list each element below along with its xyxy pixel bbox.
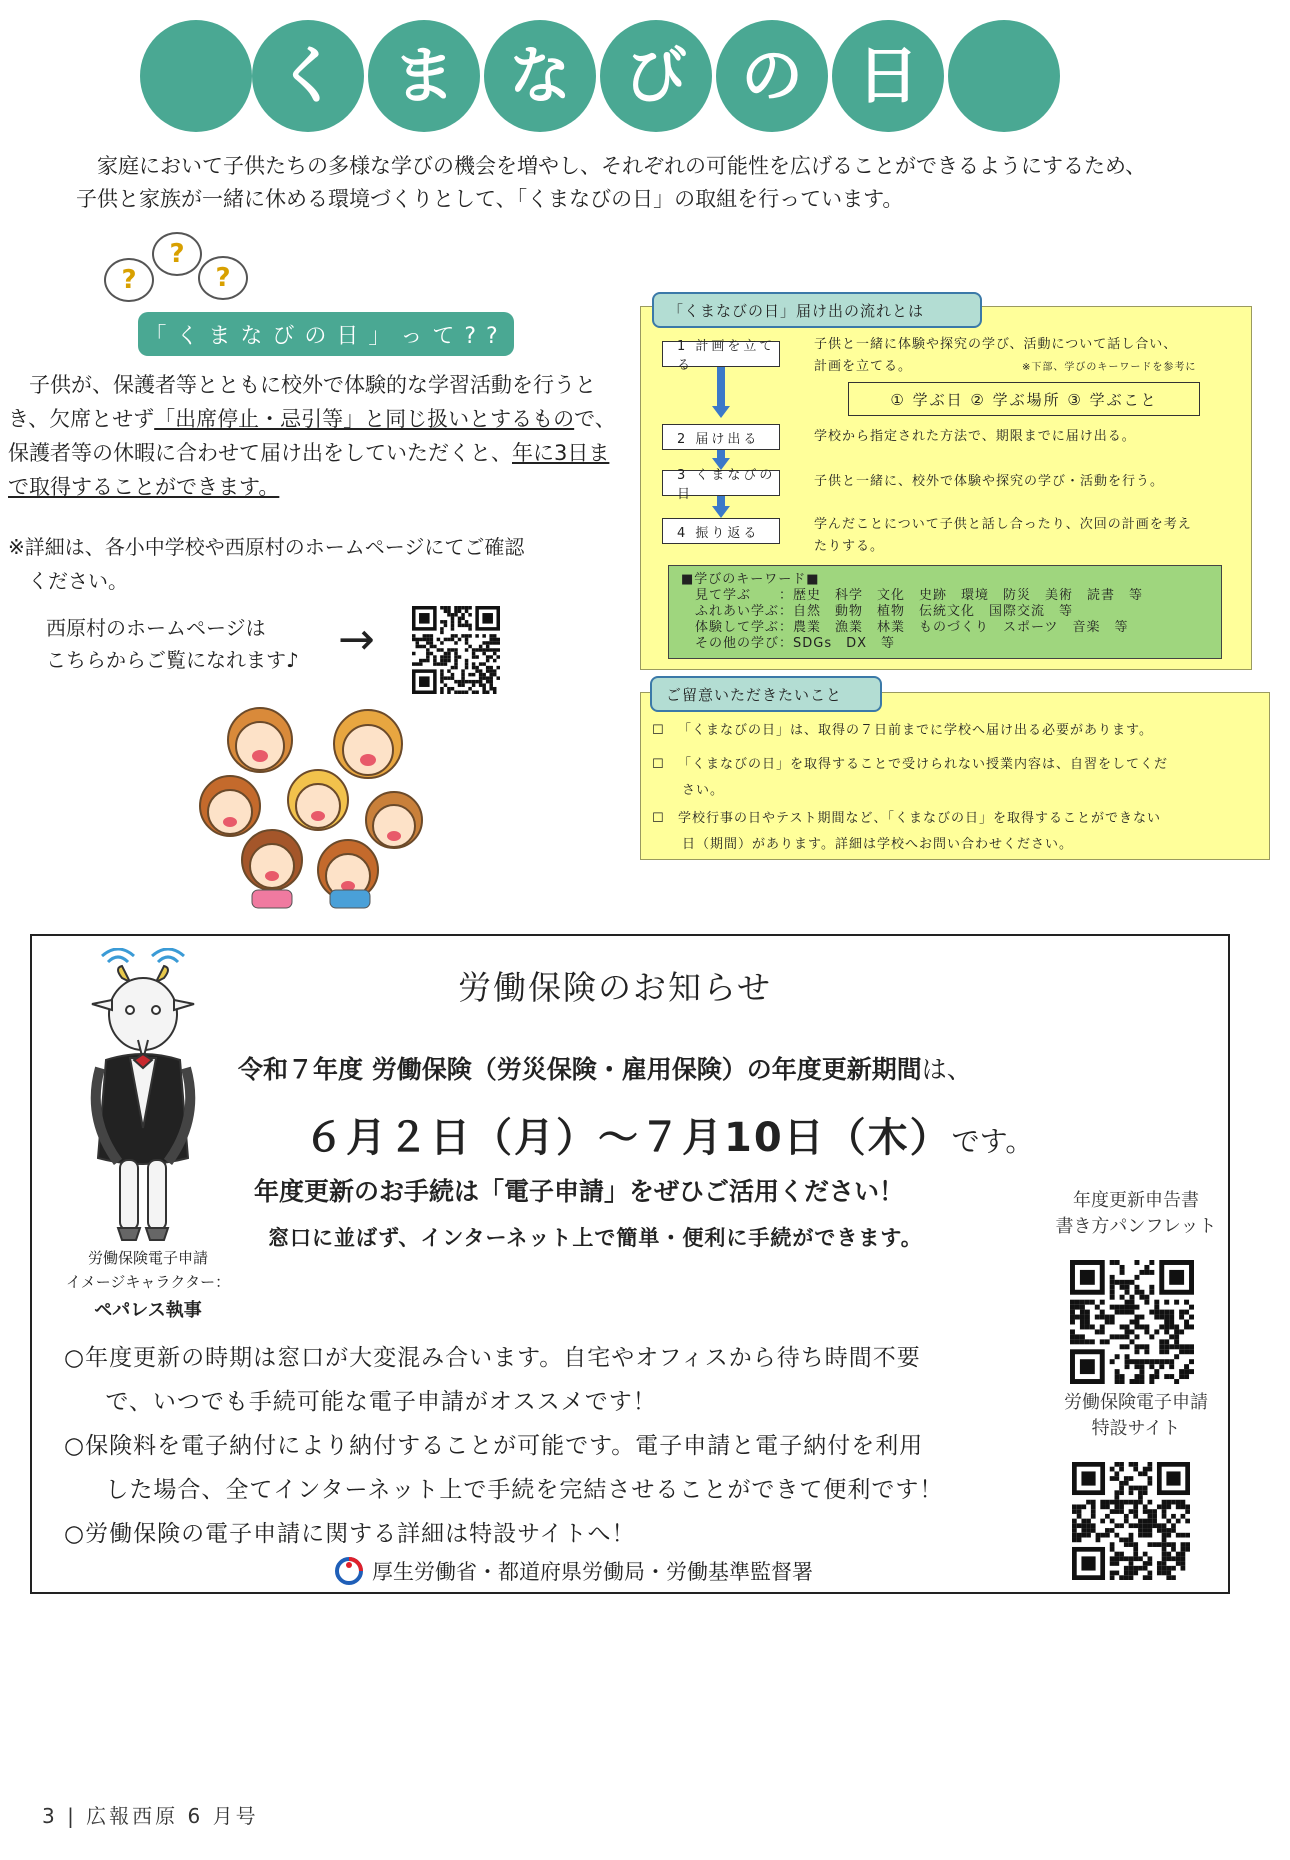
question-bubbles-icon: ? ? ? <box>100 228 250 308</box>
attention-item: ☐ 「くまなびの日」は、取得の７日前までに学校へ届け出る必要があります。 <box>652 718 1256 744</box>
ministry-logo-icon <box>334 1556 364 1586</box>
mascot-name: ペパレス執事 <box>94 1300 202 1321</box>
mascot-caption: 労働保険電子申請 イメージキャラクター： <box>65 1249 231 1291</box>
three-keys-box: ① 学ぶ日 ② 学ぶ場所 ③ 学ぶこと <box>848 382 1200 416</box>
flow-arrow-icon <box>717 367 725 407</box>
step-4-text: 学んだことについて子供と話し合ったり、次回の計画を考え たりする。 <box>814 517 1192 554</box>
org-line: 厚生労働省・都道府県労働局・労働基準監督署 <box>334 1556 813 1586</box>
title-circle <box>948 20 1060 132</box>
special-site-qr-code[interactable] <box>1072 1462 1190 1580</box>
title-char-5: の <box>716 20 828 132</box>
title-char-4: び <box>600 20 712 132</box>
title-char-3: な <box>484 20 596 132</box>
step-3-label: 3 くまなびの日 <box>662 470 780 496</box>
step-2-label: 2 届け出る <box>662 424 780 450</box>
labor-bullets: ○年度更新の時期は窓口が大変混み合います。自宅やオフィスから待ち時間不要 で、いつでも手続可能な電子申請がオススメです！ ○保険料を電子納付により納付することが可能です。電子申請と電子納付を利用 した場合、全てインターネット上で手続を完結させることができて便利です！ ○労働保険の電子申請に関する詳細は特設サイトへ！ <box>64 1345 944 1547</box>
checkbox-icon: ☐ <box>652 811 665 826</box>
arrow-right-icon: → <box>338 614 375 665</box>
attention-tab: ご留意いただきたいこと <box>650 676 882 712</box>
title-banner <box>140 10 1080 130</box>
title-char-1: く <box>252 20 364 132</box>
step-1-text: 子供と一緒に体験や探究の学び、活動について話し合い、 計画を立てる。 ※下部、学びのキーワードを参考に <box>814 337 1197 374</box>
intro-text: 家庭において子供たちの多様な学びの機会を増やし、それぞれの可能性を広げることができるようにするため、子供と家族が一緒に休める環境づくりとして、「くまなびの日」の取組を行っています。 <box>76 154 1147 211</box>
step-3-text: 子供と一緒に、校外で体験や探究の学び・活動を行う。 <box>814 474 1165 489</box>
children-illustration-icon <box>190 700 460 910</box>
details-note: ※詳細は、各小中学校や西原村のホームページにてご確認 ください。 <box>8 535 525 593</box>
checkbox-icon: ☐ <box>652 757 665 772</box>
attention-item: ☐ 「くまなびの日」を取得することで受けられない授業内容は、自習をしてくだ さい。 <box>652 752 1256 804</box>
qr2-caption: 労働保険電子申請 特設サイト <box>1064 1392 1208 1439</box>
e-application-call: 年度更新のお手続は「電子申請」をぜひご活用ください！ <box>254 1177 905 1206</box>
step-2-text: 学校から指定された方法で、期限までに届け出る。 <box>814 429 1136 444</box>
labor-title: 労働保険のお知らせ <box>458 968 773 1007</box>
title-char-6: 日 <box>832 20 944 132</box>
qr1-caption: 年度更新申告書 書き方パンフレット <box>1055 1190 1217 1237</box>
step-1-label: 1 計画を立てる <box>662 341 780 367</box>
goat-mascot-icon <box>78 948 208 1248</box>
homepage-text: 西原村のホームページは こちらからご覧になれます♪ <box>46 616 299 672</box>
title-char-2: ま <box>368 20 480 132</box>
step-4-label: 4 振り返る <box>662 518 780 544</box>
keywords-box: ■学びのキーワード■ 見て学ぶ ：歴史 科学 文化 史跡 環境 防災 美術 読書 等 ふれあい学ぶ：自然 動物 植物 伝統文化 国際交流 等 体験して学ぶ：農業 漁業 林業 ものづくり スポーツ 音楽 等 その他の学び：SDGs DX 等 <box>668 565 1222 659</box>
village-homepage-qr-code[interactable] <box>412 606 500 694</box>
pamphlet-qr-code[interactable] <box>1070 1260 1194 1384</box>
attention-item: ☐ 学校行事の日やテスト期間など、「くまなびの日」を取得することができない 日（期間）があります。詳細は学校へお問い合わせください。 <box>652 806 1256 858</box>
e-application-subline: 窓口に並ばず、インターネット上で簡単・便利に手続ができます。 <box>268 1226 923 1250</box>
flow-tab: 「くまなびの日」届け出の流れとは <box>652 292 982 328</box>
flow-arrow-head-icon <box>712 406 730 418</box>
page-footer: 3 | 広報西原 6 月号 <box>42 1804 259 1828</box>
what-heading: 「くまなびの日」って?? <box>138 312 514 356</box>
renewal-period-line: 令和７年度 労働保険（労災保険・雇用保険）の年度更新期間は、 <box>238 1055 972 1084</box>
what-description: 子供が、保護者等とともに校外で体験的な学習活動を行うとき、欠席とせず「出席停止・忌引等」と同じ扱いとするもので、保護者等の休暇に合わせて届け出をしていただくと、年に3日まで取得することができます。 <box>8 373 616 499</box>
title-circle <box>140 20 252 132</box>
renewal-dates: ６月２日（月）～７月10日（木）です。 <box>304 1115 1034 1161</box>
flow-arrow-head-icon <box>712 506 730 518</box>
checkbox-icon: ☐ <box>652 723 665 738</box>
